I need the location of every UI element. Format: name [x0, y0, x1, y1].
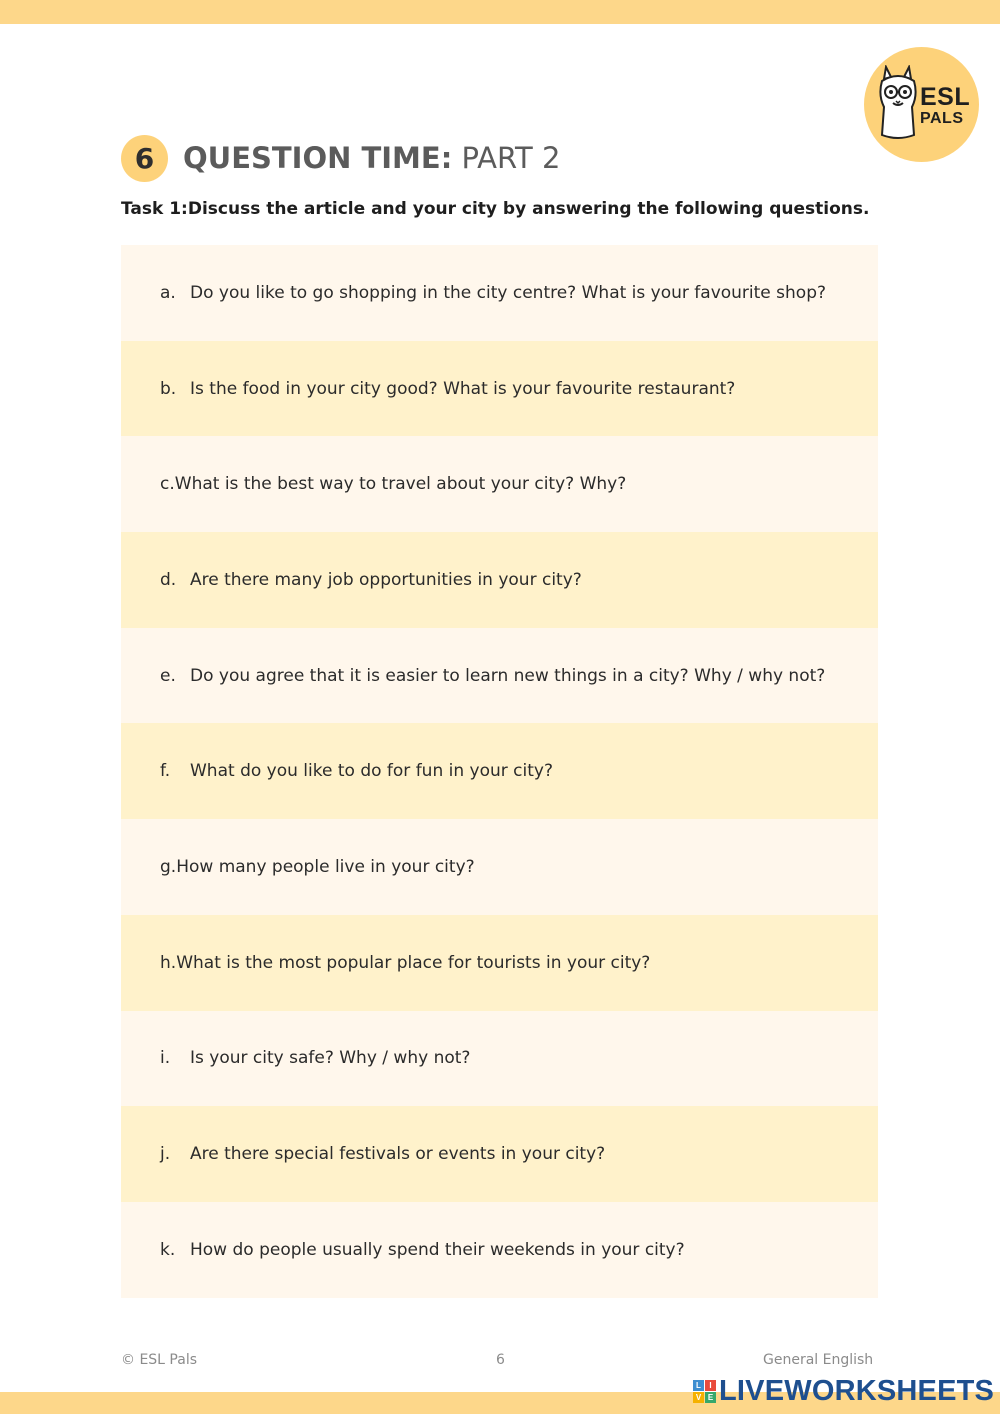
question-letter: k. — [160, 1239, 176, 1260]
question-text: Are there special festivals or events in your city? — [190, 1144, 606, 1165]
question-letter: b. — [160, 378, 177, 399]
logo-line-1: ESL — [920, 83, 971, 111]
question-letter: e. — [160, 665, 176, 686]
section-number-badge — [121, 135, 168, 182]
llama-icon — [874, 65, 922, 143]
question-letter: f. — [160, 761, 171, 782]
question-letter: a. — [160, 282, 176, 303]
liveworksheets-watermark — [693, 1374, 994, 1408]
question-text: What is the most popular place for tourists in your city? — [176, 952, 651, 973]
question-letter: i. — [160, 1048, 171, 1069]
question-list — [121, 245, 878, 1298]
question-row — [121, 245, 878, 341]
question-text: Do you like to go shopping in the city centre? What is your favourite shop? — [190, 282, 827, 303]
lw-letter: E — [705, 1392, 716, 1403]
question-row — [121, 341, 878, 437]
top-accent-band — [0, 0, 1000, 24]
page-title-bold: QUESTION TIME: — [183, 141, 453, 175]
logo-line-2: PALS — [920, 110, 964, 127]
question-row — [121, 1011, 878, 1107]
question-letter: h. — [160, 952, 177, 973]
question-text: How do people usually spend their weekends in your city? — [190, 1239, 685, 1260]
question-row — [121, 532, 878, 628]
question-letter: j. — [160, 1144, 171, 1165]
question-row — [121, 915, 878, 1011]
question-letter: c. — [160, 474, 175, 495]
question-letter: d. — [160, 569, 177, 590]
question-text: How many people live in your city? — [176, 856, 475, 877]
question-text: Do you agree that it is easier to learn new things in a city? Why / why not? — [190, 665, 826, 686]
task-instruction: Task 1:Discuss the article and your city by answering the following questions. — [121, 199, 870, 219]
section-number: 6 — [134, 142, 155, 175]
page-title — [183, 138, 560, 178]
question-text: What is the best way to travel about your city? Why? — [174, 474, 627, 495]
question-row — [121, 436, 878, 532]
lw-letter: I — [705, 1380, 716, 1391]
liveworksheets-icon — [693, 1380, 716, 1403]
footer-copyright: © ESL Pals — [121, 1352, 198, 1368]
footer-course: General English — [763, 1352, 874, 1368]
lw-letter: L — [693, 1380, 704, 1391]
esl-pals-logo — [864, 47, 979, 162]
question-row — [121, 723, 878, 819]
question-row — [121, 1202, 878, 1298]
logo-wordmark — [920, 85, 970, 127]
lw-letter: V — [693, 1392, 704, 1403]
question-row — [121, 628, 878, 724]
question-row — [121, 819, 878, 915]
page-title-part: PART 2 — [461, 141, 561, 175]
question-row — [121, 1106, 878, 1202]
footer-page-number: 6 — [496, 1352, 505, 1368]
liveworksheets-text: LIVEWORKSHEETS — [719, 1374, 995, 1407]
question-letter: g. — [160, 856, 177, 877]
question-text: Is the food in your city good? What is your favourite restaurant? — [190, 378, 736, 399]
question-text: Are there many job opportunities in your city? — [190, 569, 582, 590]
question-text: Is your city safe? Why / why not? — [190, 1048, 471, 1069]
question-text: What do you like to do for fun in your city? — [190, 761, 553, 782]
